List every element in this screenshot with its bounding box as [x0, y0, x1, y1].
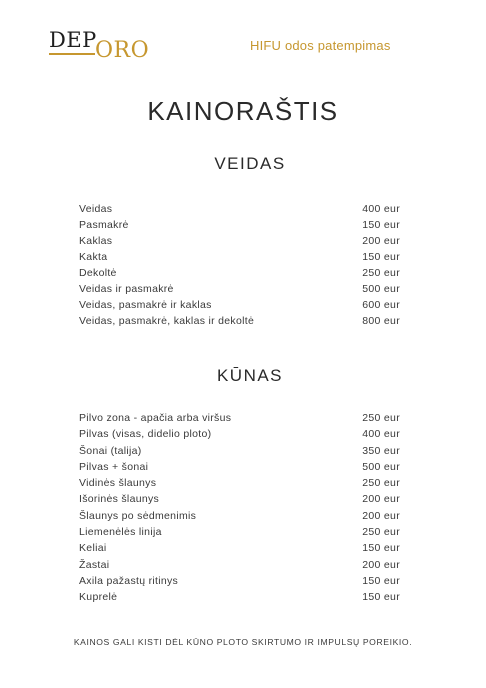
price-row: [79, 281, 400, 297]
service-price: 350 eur: [362, 444, 400, 457]
service-name: Kaklas: [79, 235, 113, 247]
price-row: [79, 217, 400, 233]
footer-note: KAINOS GALI KISTI DĖL KŪNO PLOTO SKIRTUMO IR IMPULSŲ POREIKIO.: [73, 637, 413, 647]
service-name: Pasmakrė: [79, 219, 129, 231]
price-row: [79, 410, 400, 426]
price-row: [79, 249, 400, 265]
price-row: [79, 297, 400, 313]
service-price: 200 eur: [362, 558, 400, 571]
service-name: Žastai: [79, 558, 110, 571]
service-name: Išorinės šlaunys: [79, 493, 160, 506]
service-price: 500 eur: [362, 283, 400, 295]
price-row: [79, 201, 400, 217]
brand-logo-part1: DEP: [49, 28, 97, 52]
service-name: Axila pažastų ritinys: [79, 574, 179, 587]
service-price: 400 eur: [362, 203, 400, 215]
price-row: [79, 459, 400, 475]
service-name: Veidas: [79, 203, 113, 215]
service-price: 200 eur: [362, 235, 400, 247]
service-name: Liemenėlės linija: [79, 526, 162, 539]
page-title: KAINORAŠTIS: [147, 96, 339, 126]
price-row: [79, 233, 400, 249]
price-row: [79, 265, 400, 281]
service-name: Keliai: [79, 542, 107, 555]
brand-logo: [49, 28, 161, 68]
price-row: [79, 443, 400, 459]
price-row: [79, 573, 400, 589]
service-price: 800 eur: [362, 315, 400, 327]
service-name: Dekoltė: [79, 267, 117, 279]
service-price: 250 eur: [362, 412, 400, 424]
section-heading-kunas: KŪNAS: [216, 366, 284, 385]
brand-logo-rule: [49, 53, 95, 55]
service-name: Šlaunys po sėdmenimis: [79, 509, 197, 522]
price-list-kunas: [79, 410, 400, 606]
service-name: Veidas ir pasmakrė: [79, 283, 174, 295]
price-row: [79, 426, 400, 442]
price-row: [79, 475, 400, 491]
section-heading-veidas: VEIDAS: [214, 154, 286, 173]
price-row: [79, 524, 400, 540]
service-price: 250 eur: [362, 267, 400, 279]
service-name: Pilvas (visas, didelio ploto): [79, 428, 212, 441]
service-name: Veidas, pasmakrė ir kaklas: [79, 299, 212, 311]
service-price: 250 eur: [362, 477, 400, 490]
price-row: [79, 313, 400, 329]
service-price: 150 eur: [362, 219, 400, 231]
price-list-veidas: [79, 201, 400, 329]
service-price: 200 eur: [362, 493, 400, 506]
brand-logo-part2: ORO: [95, 38, 150, 63]
service-price: 200 eur: [362, 509, 400, 522]
service-name: Kuprelė: [79, 591, 118, 604]
service-price: 150 eur: [362, 251, 400, 263]
service-subtitle: HIFU odos patempimas: [250, 38, 391, 53]
service-name: Veidas, pasmakrė, kaklas ir dekoltė: [79, 315, 255, 327]
service-price: 150 eur: [362, 591, 400, 604]
price-row: [79, 491, 400, 507]
service-price: 600 eur: [362, 299, 400, 311]
service-name: Kakta: [79, 251, 108, 263]
service-price: 150 eur: [362, 574, 400, 587]
service-price: 400 eur: [362, 428, 400, 441]
price-row: [79, 589, 400, 605]
service-name: Pilvo zona - apačia arba viršus: [79, 412, 232, 424]
price-row: [79, 508, 400, 524]
service-name: Šonai (talija): [79, 444, 142, 457]
service-price: 250 eur: [362, 526, 400, 539]
price-row: [79, 557, 400, 573]
price-row: [79, 540, 400, 556]
service-price: 150 eur: [362, 542, 400, 555]
service-name: Vidinės šlaunys: [79, 477, 157, 490]
service-price: 500 eur: [362, 460, 400, 473]
service-name: Pilvas + šonai: [79, 460, 149, 473]
